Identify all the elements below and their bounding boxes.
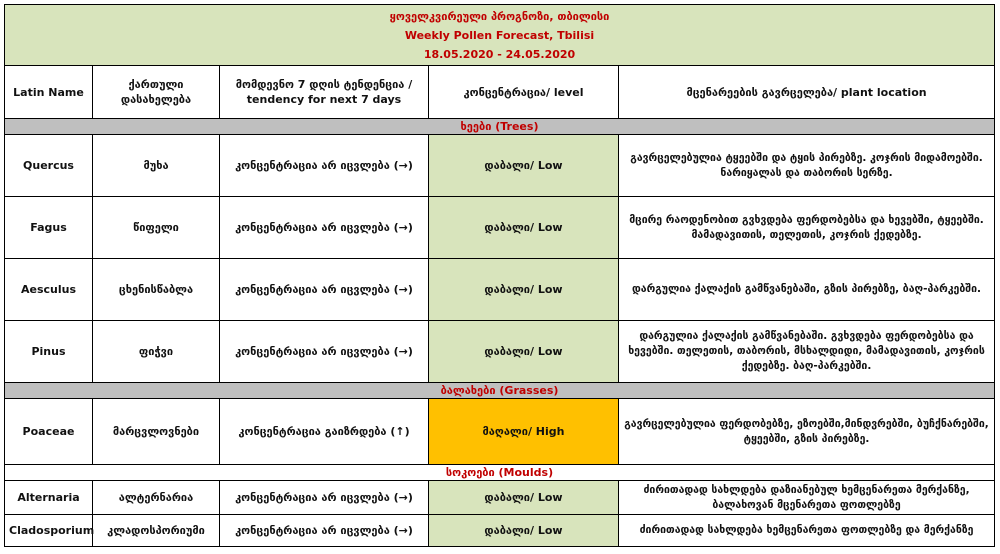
latin-name: Alternaria — [5, 481, 93, 515]
georgian-name: ალტერნარია — [93, 481, 220, 515]
level-cell: მაღალი/ High — [429, 399, 619, 465]
header-latin: Latin Name — [5, 66, 93, 119]
latin-name: Pinus — [5, 321, 93, 383]
level-cell: დაბალი/ Low — [429, 321, 619, 383]
header-level: კონცენტრაცია/ level — [429, 66, 619, 119]
location-cell: დარგულია ქალაქის გამწვანებაში. გვხვდება ფერდობებსა და ხევებში. თელეთის, თაბორის, მსხალდიდი, მამადავითის, კოჯრის ქედებზე. ბაღ-პარკებში. — [619, 321, 995, 383]
georgian-name: ცხენისწაბლა — [93, 259, 220, 321]
header-row — [5, 66, 995, 119]
table-row — [5, 321, 995, 383]
header-georgian: ქართული დასახელება — [93, 66, 220, 119]
trend-cell: კონცენტრაცია არ იცვლება (→) — [220, 515, 429, 547]
level-cell: დაბალი/ Low — [429, 259, 619, 321]
georgian-name: მუხა — [93, 135, 220, 197]
level-cell: დაბალი/ Low — [429, 197, 619, 259]
latin-name: Aesculus — [5, 259, 93, 321]
table-row — [5, 481, 995, 515]
georgian-name: ფიჭვი — [93, 321, 220, 383]
table-row — [5, 515, 995, 547]
latin-name: Cladosporium — [5, 515, 93, 547]
location-cell: ძირითადად სახლდება ხემცენარეთა ფოთლებზე და მერქანზე — [619, 515, 995, 547]
latin-name: Poaceae — [5, 399, 93, 465]
georgian-name: მარცვლოვნები — [93, 399, 220, 465]
table-row — [5, 259, 995, 321]
latin-name: Quercus — [5, 135, 93, 197]
title-english: Weekly Pollen Forecast, Tbilisi — [404, 28, 595, 42]
location-cell: ძირითადად სახლდება დაზიანებულ ხემცენარეთა მერქანზე, ბალახოვან მცენარეთა ფოთლებზე — [619, 481, 995, 515]
latin-name: Fagus — [5, 197, 93, 259]
trend-cell: კონცენტრაცია არ იცვლება (→) — [220, 259, 429, 321]
title-georgian: ყოველკვირეული პროგნოზი, თბილისი — [389, 9, 610, 23]
georgian-name: წიფელი — [93, 197, 220, 259]
date-range: 18.05.2020 - 24.05.2020 — [423, 47, 576, 61]
level-cell: დაბალი/ Low — [429, 135, 619, 197]
trend-cell: კონცენტრაცია არ იცვლება (→) — [220, 481, 429, 515]
trend-cell: კონცენტრაცია არ იცვლება (→) — [220, 135, 429, 197]
georgian-name: კლადოსპორიუმი — [93, 515, 220, 547]
header-location: მცენარეების გავრცელება/ plant location — [619, 66, 995, 119]
section-title-grasses: ბალახები (Grasses) — [5, 383, 995, 399]
trend-cell: კონცენტრაცია გაიზრდება (↑) — [220, 399, 429, 465]
section-title-moulds: სოკოები (Moulds) — [5, 465, 995, 481]
table-row — [5, 197, 995, 259]
table-row — [5, 399, 995, 465]
trend-cell: კონცენტრაცია არ იცვლება (→) — [220, 197, 429, 259]
location-cell: დარგულია ქალაქის გამწვანებაში, გზის პირებზე, ბაღ-პარკებში. — [619, 259, 995, 321]
trend-cell: კონცენტრაცია არ იცვლება (→) — [220, 321, 429, 383]
header-trend: მომდევნო 7 დღის ტენდენცია / tendency for next 7 days — [220, 66, 429, 119]
location-cell: გავრცელებულია ფერდობებზე, ეზოებში,მინდვრებში, ბუჩქნარებში, ტყეებში, გზის პირებზე. — [619, 399, 995, 465]
location-cell: გავრცელებულია ტყეებში და ტყის პირებზე. კოჯრის მიდამოებში. ნარიყალას და თაბორის სერზე. — [619, 135, 995, 197]
location-cell: მცირე რაოდენობით გვხვდება ფერდობებსა და ხევებში, ტყეებში. მამადავითის, თელეთის, კოჯრის ქედებზე. — [619, 197, 995, 259]
level-cell: დაბალი/ Low — [429, 481, 619, 515]
title-block — [5, 5, 995, 66]
section-title-trees: ხეები (Trees) — [5, 119, 995, 135]
pollen-forecast-table — [4, 4, 995, 547]
table-row — [5, 135, 995, 197]
level-cell: დაბალი/ Low — [429, 515, 619, 547]
